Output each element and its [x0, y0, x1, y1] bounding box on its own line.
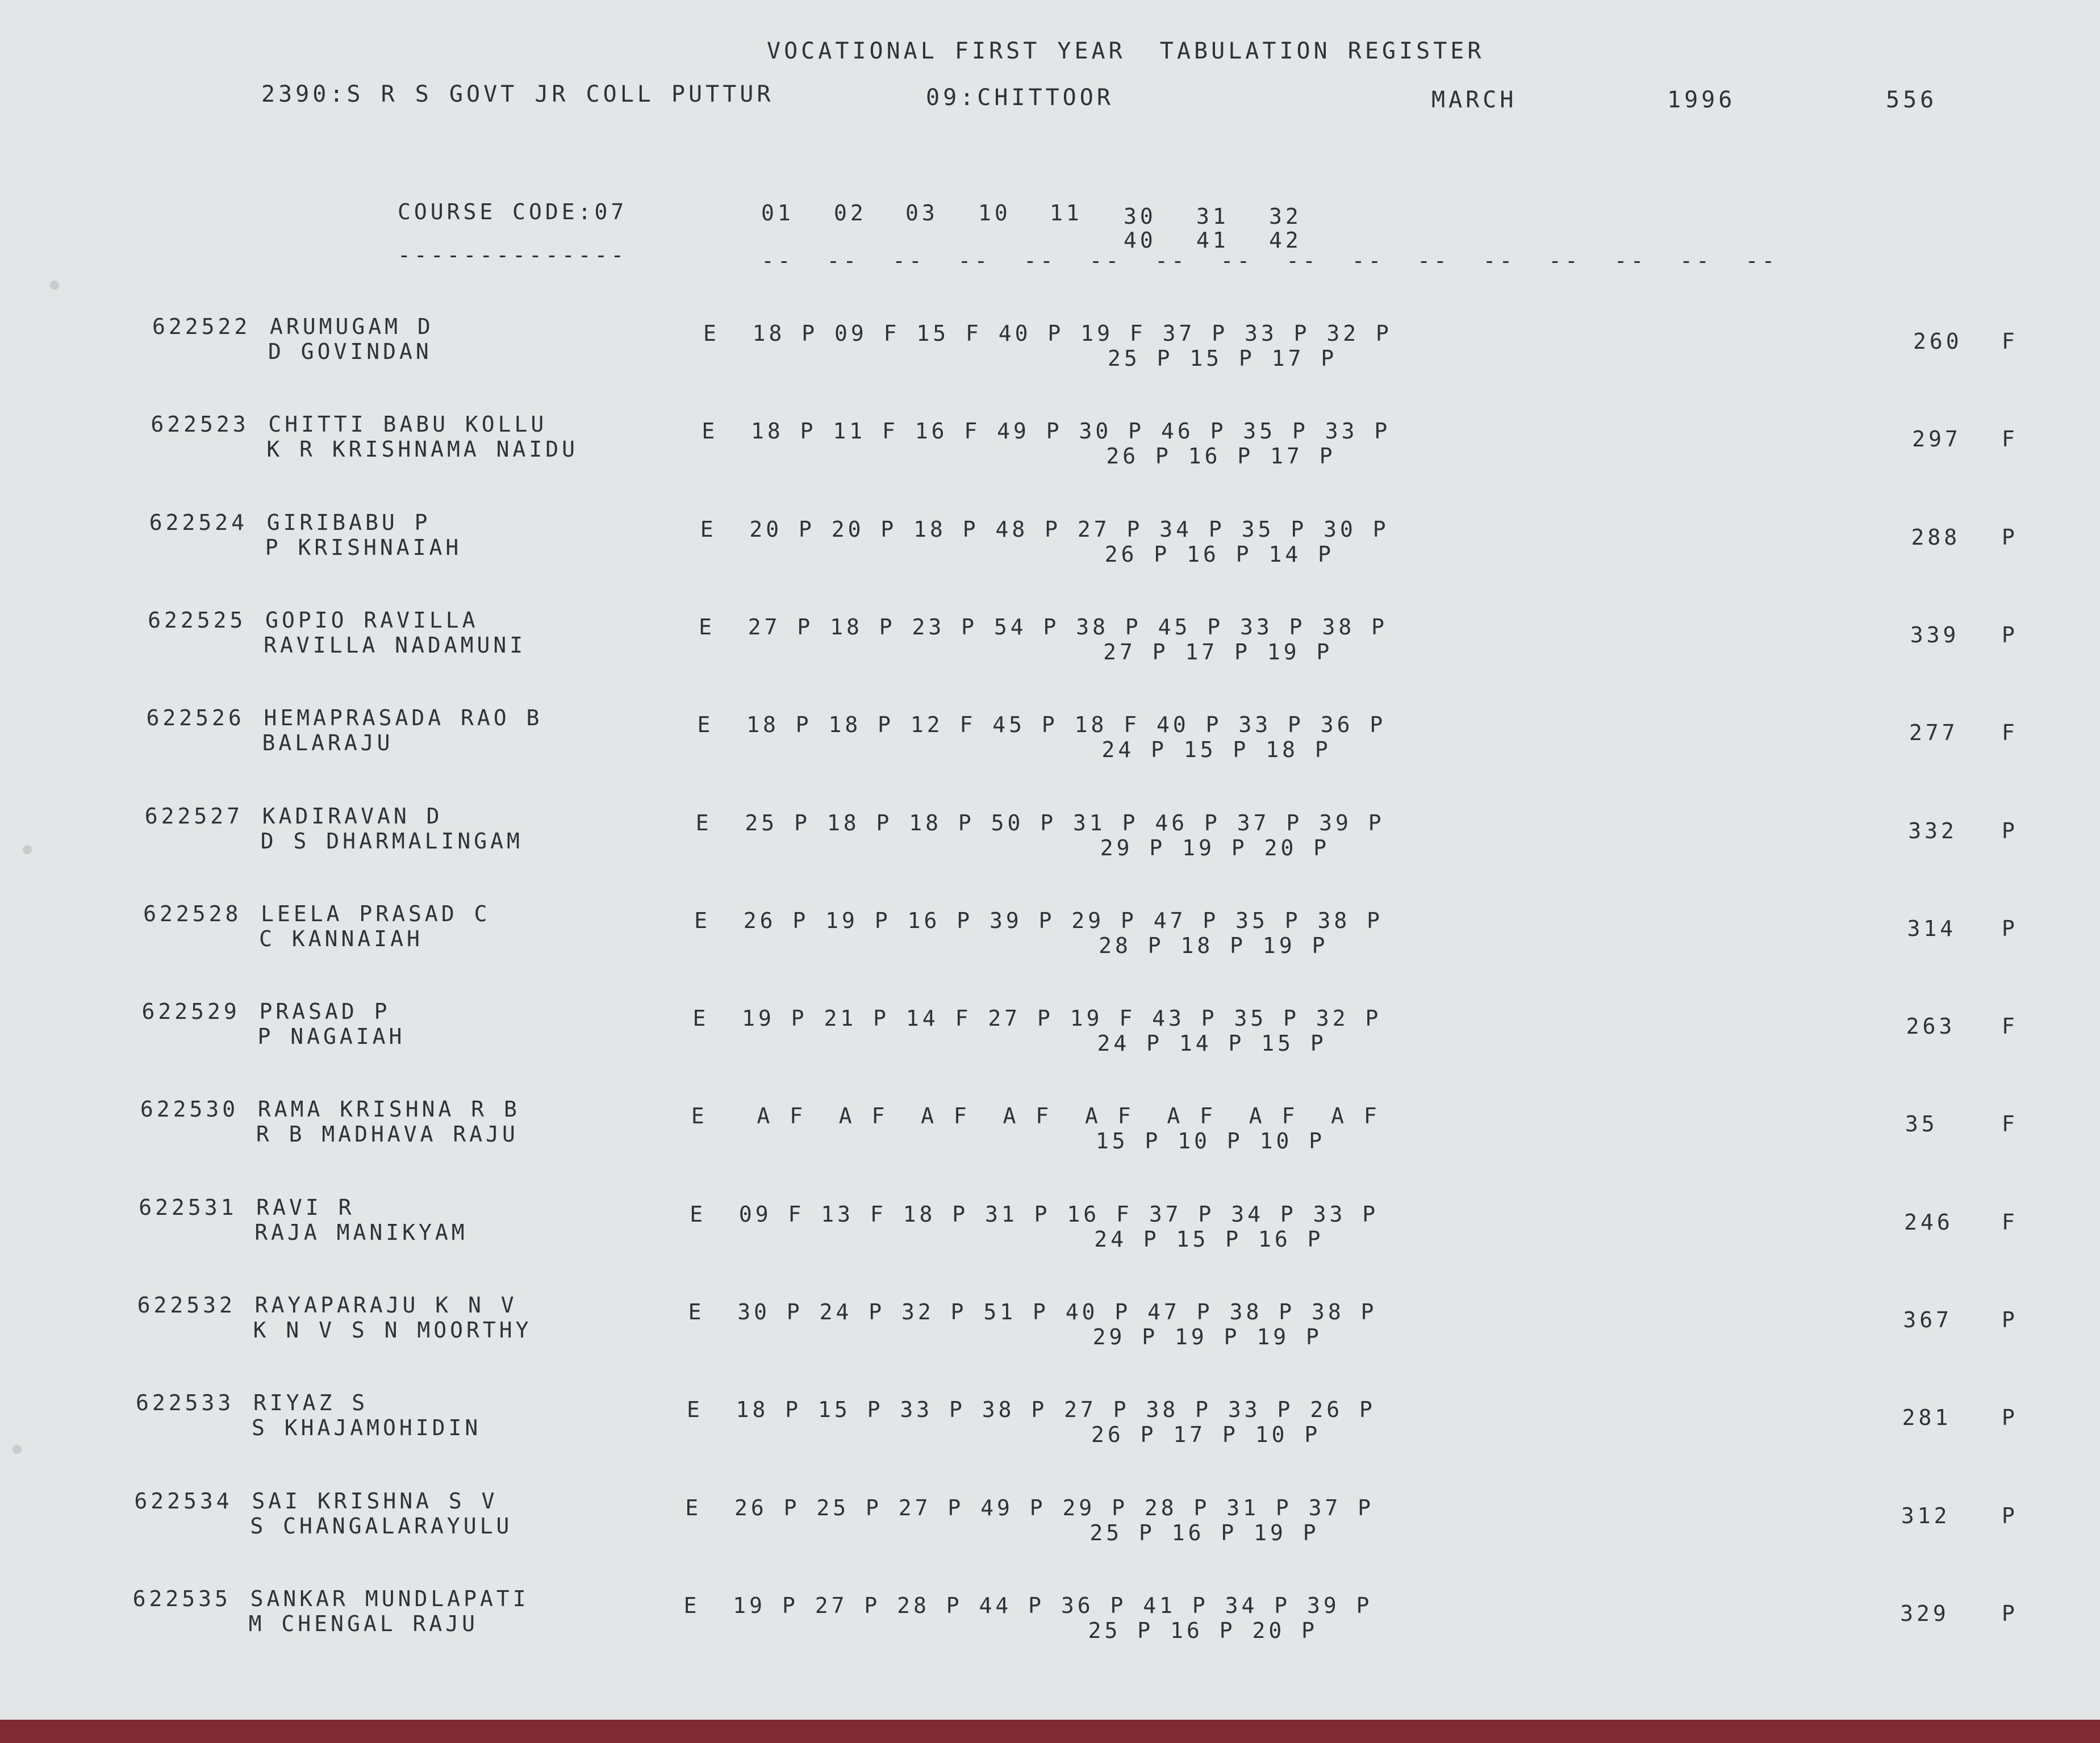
total-marks: 329 — [1900, 1600, 1949, 1626]
subject-code: 30 — [1124, 204, 1157, 229]
total-marks: 263 — [1906, 1014, 1956, 1039]
course-code-underline: -------------- — [398, 243, 628, 267]
roll-number: 622528 — [143, 901, 242, 926]
student-name: SAI KRISHNA S V — [252, 1488, 498, 1514]
total-marks: 281 — [1902, 1405, 1952, 1431]
subject-code-secondary: 41 — [1196, 228, 1229, 253]
student-name: GIRIBABU P — [266, 509, 431, 535]
total-marks: 314 — [1907, 916, 1957, 941]
punch-hole — [50, 281, 59, 290]
total-marks: 260 — [1913, 329, 1963, 354]
student-name: ARUMUGAM D — [270, 314, 434, 339]
subject-marks-secondary: 27 P 17 P 19 P — [1103, 639, 1333, 664]
student-name: KADIRAVAN D — [262, 803, 443, 829]
page-bottom-edge — [0, 1720, 2100, 1743]
subject-code: 31 — [1196, 204, 1229, 229]
roll-number: 622533 — [135, 1390, 235, 1416]
subject-marks-secondary: 25 P 16 P 20 P — [1088, 1617, 1318, 1643]
result-code: P — [2002, 1307, 2018, 1332]
result-code: F — [2002, 1209, 2018, 1235]
parent-name: M CHENGAL RAJU — [248, 1611, 478, 1636]
subject-marks-secondary: 26 P 17 P 10 P — [1091, 1422, 1321, 1448]
roll-number: 622535 — [132, 1586, 231, 1611]
total-marks: 297 — [1912, 427, 1961, 452]
register-title: VOCATIONAL FIRST YEAR TABULATION REGISTER — [767, 38, 1485, 64]
parent-name: C KANNAIAH — [259, 926, 423, 951]
student-name: RAYAPARAJU K N V — [254, 1293, 517, 1318]
parent-name: S KHAJAMOHIDIN — [251, 1415, 482, 1441]
page-number: 556 — [1886, 87, 1938, 113]
subject-marks: E 20 P 20 P 18 P 48 P 27 P 34 P 35 P 30 P — [700, 516, 1389, 542]
parent-name: S CHANGALARAYULU — [250, 1513, 513, 1539]
course-code-label: COURSE CODE:07 — [398, 199, 628, 224]
parent-name: RAJA MANIKYAM — [254, 1219, 468, 1245]
subject-marks-secondary: 25 P 15 P 17 P — [1108, 346, 1338, 371]
subject-marks-secondary: 28 P 18 P 19 P — [1099, 933, 1329, 958]
subject-marks: E 26 P 25 P 27 P 49 P 29 P 28 P 31 P 37 P — [685, 1495, 1375, 1520]
roll-number: 622523 — [151, 412, 249, 437]
subject-marks-secondary: 15 P 10 P 10 P — [1095, 1128, 1326, 1154]
total-marks: 332 — [1908, 818, 1957, 843]
subject-code: 01 — [761, 200, 794, 225]
subject-marks: E 25 P 18 P 18 P 50 P 31 P 46 P 37 P 39 P — [695, 810, 1385, 835]
result-code: F — [2002, 1111, 2018, 1137]
result-code: P — [2002, 524, 2018, 550]
exam-year: 1996 — [1667, 87, 1736, 113]
subject-code: 10 — [978, 200, 1011, 225]
subject-marks: E 30 P 24 P 32 P 51 P 40 P 47 P 38 P 38 P — [688, 1299, 1377, 1324]
subject-marks-secondary: 26 P 16 P 17 P — [1106, 444, 1336, 469]
total-marks: 35 — [1905, 1111, 1938, 1137]
subject-marks-secondary: 29 P 19 P 19 P — [1092, 1324, 1322, 1349]
student-name: GOPIO RAVILLA — [265, 607, 479, 633]
student-name: RAMA KRISHNA R B — [257, 1097, 520, 1122]
parent-name: K N V S N MOORTHY — [253, 1318, 532, 1343]
roll-number: 622526 — [146, 705, 245, 731]
exam-month: MARCH — [1431, 87, 1517, 113]
subject-marks: E 18 P 09 F 15 F 40 P 19 F 37 P 33 P 32 P — [703, 321, 1392, 346]
result-code: F — [2002, 1014, 2018, 1039]
result-code: F — [2002, 427, 2018, 452]
punch-hole — [12, 1445, 22, 1454]
roll-number: 622532 — [137, 1293, 236, 1318]
subject-code-secondary: 42 — [1269, 228, 1302, 253]
roll-number: 622522 — [152, 314, 251, 339]
result-code: P — [2002, 916, 2018, 941]
parent-name: P KRISHNAIAH — [265, 534, 462, 560]
student-name: PRASAD P — [259, 999, 391, 1025]
subject-marks: E 19 P 21 P 14 F 27 P 19 F 43 P 35 P 32 P — [692, 1006, 1382, 1031]
college-name: 2390:S R S GOVT JR COLL PUTTUR — [261, 81, 774, 107]
roll-number: 622530 — [140, 1097, 239, 1122]
subject-marks: E A F A F A F A F A F A F A F A F — [691, 1104, 1380, 1129]
result-code: F — [2002, 720, 2018, 746]
result-code: P — [2002, 1503, 2018, 1528]
subject-code: 03 — [905, 200, 938, 225]
parent-name: D GOVINDAN — [268, 339, 432, 364]
subject-marks-secondary: 24 P 15 P 16 P — [1094, 1226, 1324, 1252]
subject-marks: E 18 P 11 F 16 F 49 P 30 P 46 P 35 P 33 P — [702, 419, 1391, 444]
roll-number: 622525 — [148, 607, 247, 633]
subject-marks: E 09 F 13 F 18 P 31 P 16 F 37 P 34 P 33 P — [690, 1201, 1379, 1227]
subject-code: 32 — [1269, 204, 1302, 229]
roll-number: 622529 — [141, 999, 240, 1025]
student-name: RIYAZ S — [253, 1390, 369, 1416]
student-name: CHITTI BABU KOLLU — [268, 412, 548, 437]
total-marks: 339 — [1910, 622, 1960, 647]
subject-marks: E 18 P 18 P 12 F 45 P 18 F 40 P 33 P 36 P — [697, 712, 1387, 738]
subject-marks-secondary: 26 P 16 P 14 P — [1104, 541, 1335, 567]
result-code: P — [2002, 1405, 2018, 1431]
parent-name: D S DHARMALINGAM — [260, 828, 523, 854]
subject-marks-secondary: 24 P 14 P 15 P — [1097, 1031, 1327, 1056]
subject-code: 02 — [834, 200, 867, 225]
punch-hole — [23, 845, 32, 854]
result-code: P — [2002, 622, 2018, 647]
result-code: P — [2002, 818, 2018, 843]
total-marks: 246 — [1904, 1209, 1953, 1235]
subject-marks-secondary: 24 P 15 P 18 P — [1101, 737, 1331, 763]
roll-number: 622527 — [144, 803, 244, 829]
student-name: RAVI R — [256, 1194, 355, 1220]
roll-number: 622531 — [139, 1194, 237, 1220]
student-name: HEMAPRASADA RAO B — [264, 705, 543, 731]
subject-code-secondary: 40 — [1124, 228, 1157, 253]
student-name: LEELA PRASAD C — [261, 901, 491, 926]
total-marks: 288 — [1911, 524, 1961, 550]
roll-number: 622534 — [134, 1488, 233, 1514]
parent-name: P NAGAIAH — [257, 1024, 406, 1050]
result-code: F — [2002, 329, 2018, 354]
total-marks: 277 — [1909, 720, 1959, 746]
student-name: SANKAR MUNDLAPATI — [250, 1586, 529, 1611]
result-code: P — [2002, 1600, 2018, 1626]
subject-code: 11 — [1050, 200, 1083, 225]
subject-marks: E 26 P 19 P 16 P 39 P 29 P 47 P 35 P 38 P — [694, 908, 1384, 933]
subject-marks: E 19 P 27 P 28 P 44 P 36 P 41 P 34 P 39 P — [683, 1592, 1373, 1618]
parent-name: K R KRISHNAMA NAIDU — [266, 437, 579, 462]
district-name: 09:CHITTOOR — [926, 85, 1114, 111]
subject-marks: E 27 P 18 P 23 P 54 P 38 P 45 P 33 P 38 P — [699, 614, 1388, 639]
subject-marks-secondary: 25 P 16 P 19 P — [1089, 1520, 1320, 1545]
total-marks: 367 — [1903, 1307, 1953, 1332]
parent-name: BALARAJU — [262, 730, 394, 756]
subject-marks: E 18 P 15 P 33 P 38 P 27 P 38 P 33 P 26 P — [686, 1397, 1376, 1423]
total-marks: 312 — [1901, 1503, 1951, 1528]
parent-name: R B MADHAVA RAJU — [256, 1122, 519, 1147]
subject-marks-secondary: 29 P 19 P 20 P — [1100, 835, 1330, 860]
column-dashes: -- -- -- -- -- -- -- -- -- -- -- -- -- -- -- -- — [761, 248, 1778, 273]
roll-number: 622524 — [149, 509, 248, 535]
parent-name: RAVILLA NADAMUNI — [264, 632, 527, 658]
